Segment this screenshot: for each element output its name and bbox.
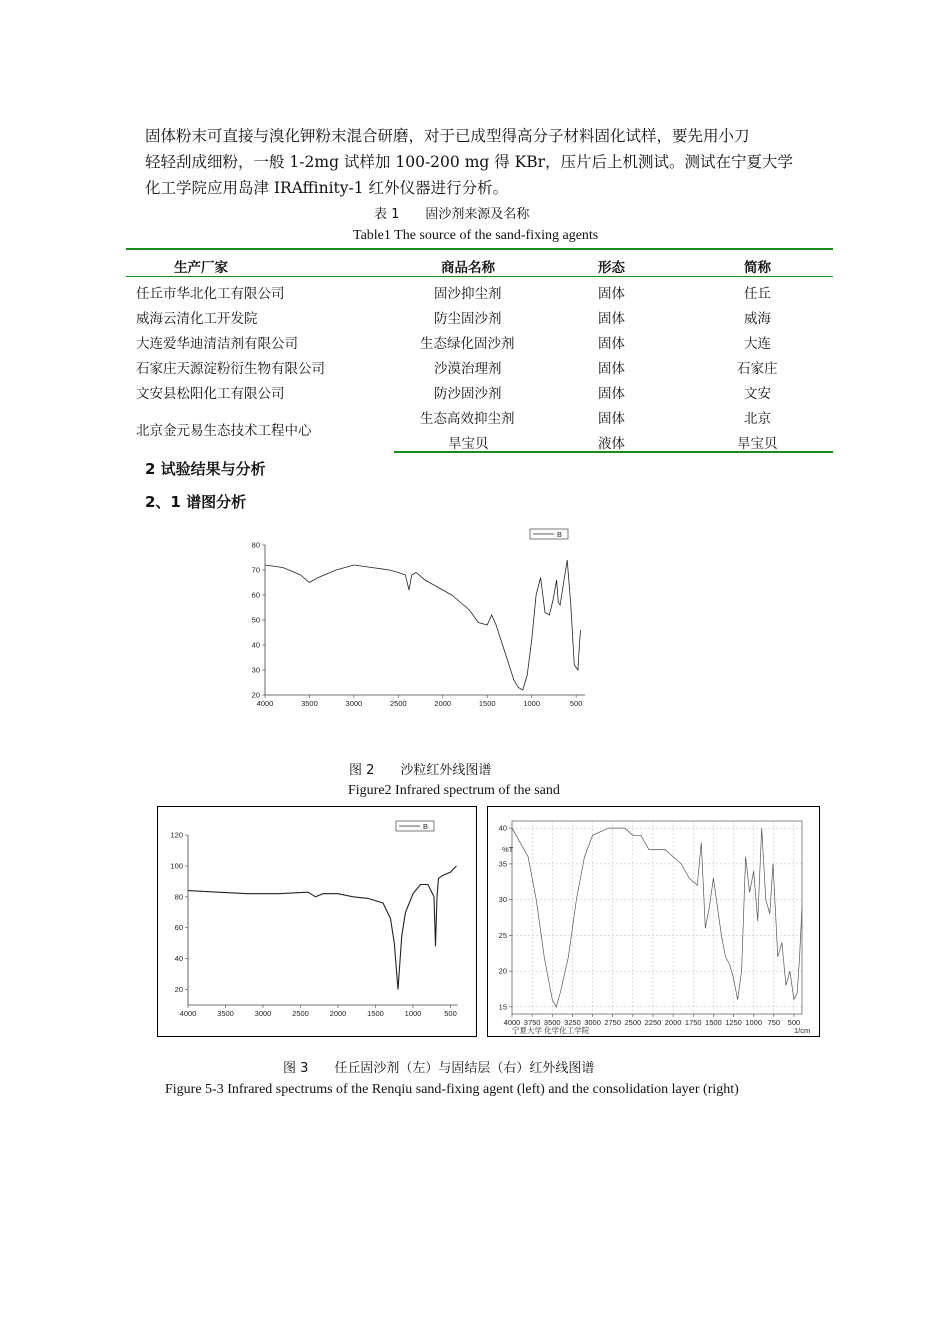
x-tick-label: 4000 xyxy=(256,699,274,708)
x-tick-label: 500 xyxy=(444,1009,457,1018)
cell-form: 固体 xyxy=(598,286,625,302)
y-tick-label: 20 xyxy=(174,985,183,995)
table-header-rule xyxy=(126,276,833,277)
x-tick-label: 2500 xyxy=(624,1018,642,1027)
y-tick-label: 80 xyxy=(174,892,183,902)
y-tick-label: 40 xyxy=(251,640,260,650)
cell-company-merged: 北京金元易生态技术工程中心 xyxy=(136,423,312,439)
spectrum-series-line xyxy=(265,560,581,690)
x-tick-label: 1000 xyxy=(523,699,541,708)
y-tick-label: 40 xyxy=(498,823,507,833)
cell-form: 固体 xyxy=(598,386,625,402)
cell-form: 固体 xyxy=(598,336,625,352)
cell-abbr: 文安 xyxy=(744,386,771,402)
cell-company: 大连爱华迪清洁剂有限公司 xyxy=(136,336,298,352)
cell-product: 防沙固沙剂 xyxy=(434,386,502,402)
body-paragraph xyxy=(145,123,815,201)
cell-company: 威海云清化工开发院 xyxy=(136,311,258,327)
instrument-footnote: 宁夏大学 化学化工学院 xyxy=(512,1026,590,1035)
figure3-right-chart xyxy=(488,807,819,1036)
y-axis-label: %T xyxy=(502,845,514,854)
y-tick-label: 60 xyxy=(174,923,183,933)
y-tick-label: 30 xyxy=(251,665,260,675)
x-tick-label: 2000 xyxy=(434,699,452,708)
x-tick-label: 3000 xyxy=(345,699,363,708)
y-tick-label: 80 xyxy=(251,540,260,550)
x-tick-label: 3500 xyxy=(543,1018,561,1027)
x-tick-label: 2500 xyxy=(292,1009,309,1018)
y-tick-label: 120 xyxy=(170,830,183,840)
x-tick-label: 1250 xyxy=(725,1018,742,1027)
x-tick-label: 1500 xyxy=(705,1018,722,1027)
legend-label: B xyxy=(557,530,563,539)
cell-abbr: 威海 xyxy=(744,311,771,327)
x-tick-label: 2500 xyxy=(389,699,407,708)
figure3-right-frame xyxy=(487,806,820,1037)
figure3-left-frame xyxy=(157,806,477,1037)
x-axis-unit: 1/cm xyxy=(794,1026,811,1035)
spectrum-series-line xyxy=(512,828,802,1007)
cell-product: 沙漠治理剂 xyxy=(434,361,502,377)
cell-abbr: 北京 xyxy=(744,411,771,427)
x-tick-label: 3500 xyxy=(301,699,318,708)
x-tick-label: 2000 xyxy=(664,1018,682,1027)
x-tick-label: 500 xyxy=(569,699,583,708)
x-tick-label: 4000 xyxy=(503,1018,521,1027)
cell-product: 防尘固沙剂 xyxy=(434,311,502,327)
x-tick-label: 2000 xyxy=(329,1009,347,1018)
legend-label: B xyxy=(423,822,429,831)
cell-abbr: 旱宝贝 xyxy=(737,436,778,452)
x-tick-label: 4000 xyxy=(179,1009,197,1018)
x-tick-label: 750 xyxy=(767,1018,781,1027)
x-tick-label: 1000 xyxy=(404,1009,422,1018)
y-tick-label: 20 xyxy=(251,690,260,700)
cell-company: 任丘市华北化工有限公司 xyxy=(136,286,285,302)
x-tick-label: 3250 xyxy=(564,1018,581,1027)
paragraph-line: 固体粉末可直接与溴化钾粉末混合研磨，对于已成型得高分子材料固化试样，要先用小刀 xyxy=(145,127,750,145)
figure2-caption-en: Figure2 Infrared spectrum of the sand xyxy=(348,783,560,798)
figure2-chart xyxy=(240,525,600,725)
header-abbr: 简称 xyxy=(744,260,771,276)
table1-caption-cn: 表 1 固沙剂来源及名称 xyxy=(374,207,530,222)
figure3-caption-en: Figure 5-3 Infrared spectrums of the Renqiu sand-fixing agent (left) and the consolidation layer (right) xyxy=(165,1082,739,1097)
cell-product: 生态绿化固沙剂 xyxy=(420,336,515,352)
cell-company: 石家庄天源淀粉衍生物有限公司 xyxy=(136,361,325,377)
cell-product: 旱宝贝 xyxy=(448,436,489,452)
spectrum-series-line xyxy=(188,866,457,990)
cell-abbr: 石家庄 xyxy=(737,361,778,377)
y-tick-label: 15 xyxy=(498,1002,507,1012)
y-tick-label: 50 xyxy=(251,615,260,625)
header-manufacturer: 生产厂家 xyxy=(174,260,228,276)
y-tick-label: 20 xyxy=(498,966,507,976)
x-tick-label: 3750 xyxy=(523,1018,541,1027)
x-tick-label: 500 xyxy=(787,1018,801,1027)
cell-product: 生态高效抑尘剂 xyxy=(420,411,515,427)
y-tick-label: 40 xyxy=(174,954,183,964)
figure3-left-chart xyxy=(158,807,476,1036)
y-tick-label: 70 xyxy=(251,565,260,575)
subsection-heading: 2、1 谱图分析 xyxy=(145,493,247,511)
x-tick-label: 1500 xyxy=(478,699,496,708)
header-form: 形态 xyxy=(598,260,625,276)
cell-product: 固沙抑尘剂 xyxy=(434,286,502,302)
y-tick-label: 25 xyxy=(498,930,507,940)
x-tick-label: 3000 xyxy=(584,1018,601,1027)
x-tick-label: 2250 xyxy=(644,1018,662,1027)
cell-form: 固体 xyxy=(598,311,625,327)
cell-form: 固体 xyxy=(598,411,625,427)
x-tick-label: 3000 xyxy=(254,1009,272,1018)
figure3-caption-cn: 图 3 任丘固沙剂（左）与固结层（右）红外线图谱 xyxy=(283,1061,595,1076)
paragraph-line: 轻轻刮成细粉，一般 1-2mg 试样加 100-200 mg 得 KBr，压片后上机测试。测试在宁夏大学 xyxy=(145,153,794,171)
x-tick-label: 1750 xyxy=(684,1018,702,1027)
cell-form: 液体 xyxy=(598,436,625,452)
cell-company: 文安县松阳化工有限公司 xyxy=(136,386,285,402)
cell-abbr: 任丘 xyxy=(744,286,771,302)
plot-frame xyxy=(512,821,802,1014)
table-top-rule xyxy=(126,248,833,250)
y-tick-label: 30 xyxy=(498,895,507,905)
cell-form: 固体 xyxy=(598,361,625,377)
x-tick-label: 1000 xyxy=(745,1018,763,1027)
section-heading: 2 试验结果与分析 xyxy=(145,460,266,478)
y-tick-label: 35 xyxy=(498,859,507,869)
x-tick-label: 1500 xyxy=(367,1009,384,1018)
figure2-caption-cn: 图 2 沙粒红外线图谱 xyxy=(349,763,492,778)
x-tick-label: 3500 xyxy=(217,1009,234,1018)
cell-abbr: 大连 xyxy=(744,336,771,352)
y-tick-label: 100 xyxy=(170,861,183,871)
paragraph-line: 化工学院应用岛津 IRAffinity-1 红外仪器进行分析。 xyxy=(145,179,509,197)
header-product: 商品名称 xyxy=(441,260,495,276)
table1-caption-en: Table1 The source of the sand-fixing agents xyxy=(353,228,599,243)
y-tick-label: 60 xyxy=(251,590,260,600)
x-tick-label: 2750 xyxy=(604,1018,622,1027)
